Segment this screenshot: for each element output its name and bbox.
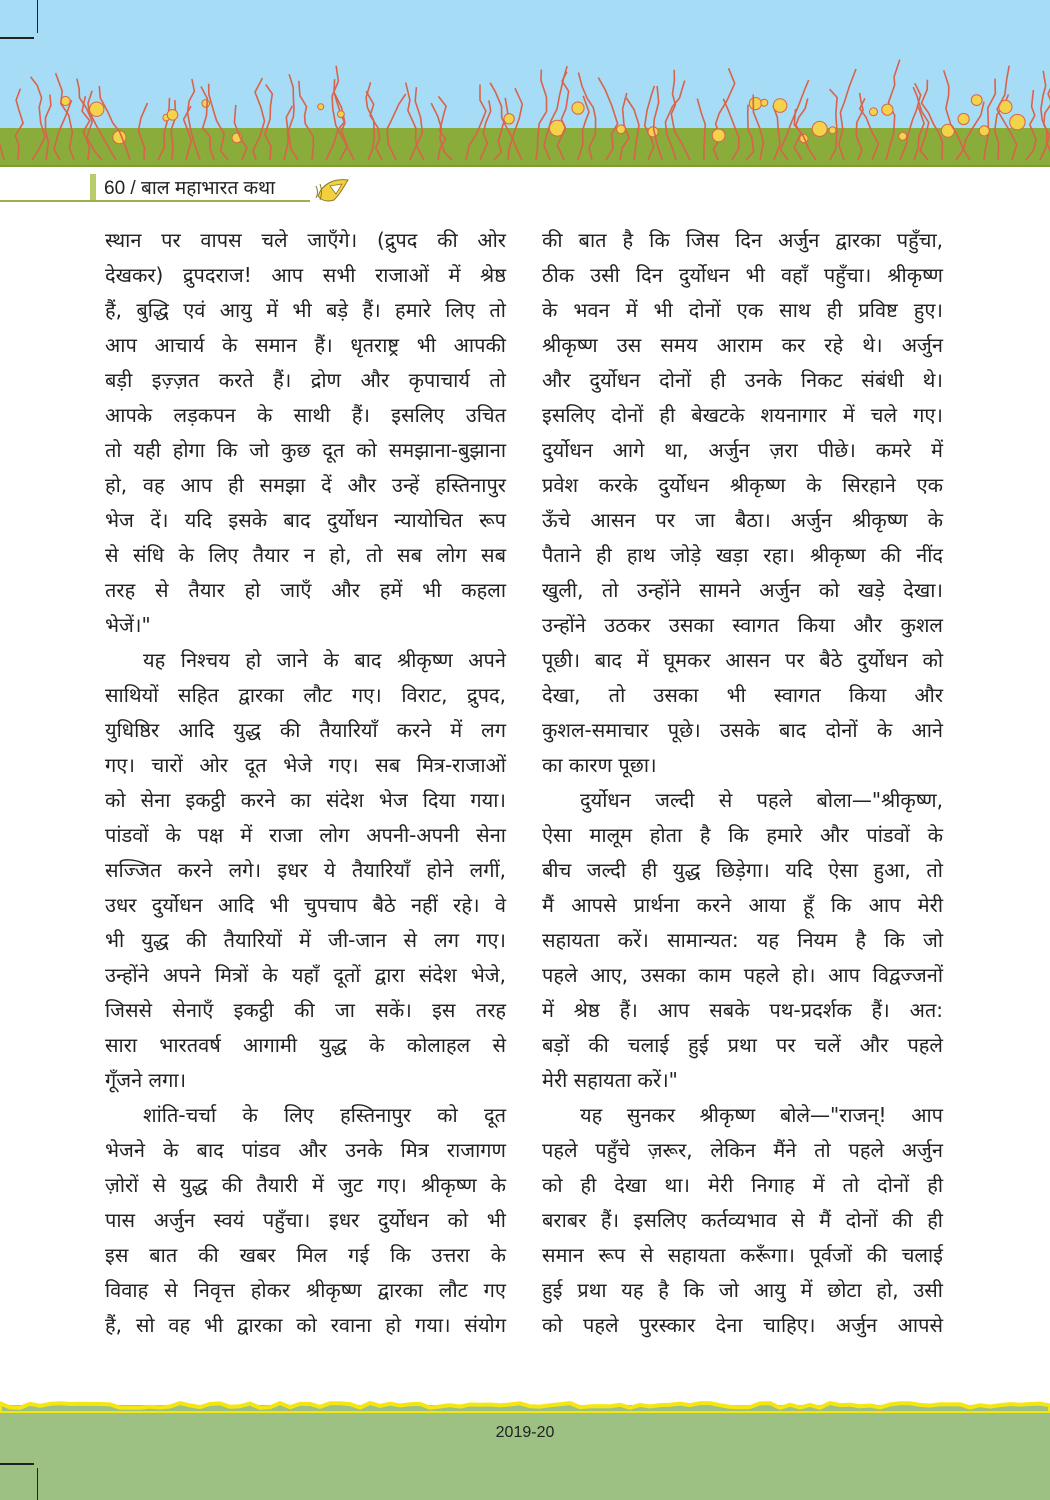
crop-mark	[37, 0, 38, 33]
text-line: हैं, बुद्धि एवं आयु में भी बड़े हैं। हमारे लिए तो	[105, 298, 506, 322]
figure-detail	[61, 96, 70, 105]
text-line: देखा, तो उसका भी स्वागत किया और	[542, 683, 943, 707]
text-line: भी युद्ध की तैयारियों में जी-जान से लग गए।	[105, 928, 506, 952]
figure-detail	[338, 111, 345, 118]
figure-detail	[773, 99, 787, 113]
text-line: गूँजने लगा।	[105, 1068, 187, 1092]
warrior-figure	[54, 100, 72, 160]
header-accent-bar	[90, 174, 96, 202]
text-line: से संधि के लिए तैयार न हो, तो सब लोग सब	[105, 543, 506, 567]
text-line: जिससे सेनाएँ इकट्ठी की जा सकें। इस तरह	[105, 998, 506, 1022]
warrior-figure	[671, 70, 690, 160]
right-text-column	[542, 223, 943, 1343]
warrior-figure	[723, 99, 739, 160]
text-line: ज़ोरों से युद्ध की तैयारी में जुट गए। श्रीकृष्ण के	[105, 1173, 506, 1197]
warrior-figure	[201, 87, 214, 161]
warrior-figure	[265, 85, 272, 161]
figure-detail	[617, 125, 626, 134]
page-number: 60	[104, 178, 126, 199]
warrior-figure	[794, 109, 802, 160]
warrior-figure	[697, 99, 705, 160]
text-line: साथियों सहित द्वारका लौट गए। विराट, द्रुपद,	[105, 683, 506, 707]
figure-detail	[1010, 114, 1025, 129]
figure-detail	[958, 113, 969, 124]
figure-detail	[712, 129, 725, 142]
text-line: दुर्योधन आगे था, अर्जुन ज़रा पीछे। कमरे में	[542, 438, 943, 462]
figure-detail	[979, 126, 989, 136]
warrior-figure	[626, 98, 639, 160]
text-line: को सेना इकट्ठी करने का संदेश भेज दिया गया।	[105, 788, 506, 812]
figure-detail	[829, 127, 836, 134]
text-line: भेजें।"	[105, 613, 151, 637]
text-line: तो यही होगा कि जो कुछ दूत को समझाना-बुझाना	[105, 438, 506, 462]
text-line: के भवन में भी दोनों एक साथ ही प्रविष्ट हुए।	[542, 298, 943, 322]
text-line: ऐसा मालूम होता है कि हमारे और पांडवों के	[542, 823, 943, 847]
text-line: यह सुनकर श्रीकृष्ण बोले—"राजन्! आप	[580, 1103, 943, 1127]
text-line: मेरी सहायता करें।"	[542, 1068, 678, 1092]
warrior-figure	[773, 105, 780, 160]
text-line: गए। चारों ओर दूत भेजे गए। सब मित्र-राजाओं	[105, 753, 506, 777]
text-line: आपके लड़कपन के साथी हैं। इसलिए उचित	[105, 403, 506, 427]
text-line: को ही देखा था। मेरी निगाह में तो दोनों ही	[542, 1173, 943, 1197]
book-title: बाल महाभारत कथा	[140, 178, 276, 199]
figure-detail	[882, 104, 893, 115]
left-text-column	[105, 223, 506, 1343]
warrior-figure	[558, 72, 569, 160]
warrior-figure	[234, 105, 246, 160]
text-line: उधर दुर्योधन आदि भी चुपचाप बैठे नहीं रहे। वे	[105, 893, 506, 917]
figure-detail	[504, 114, 514, 124]
text-line: खुली, तो उन्होंने सामने अर्जुन को खड़े देखा।	[542, 578, 943, 602]
warrior-figure	[1026, 90, 1036, 160]
warrior-figure	[466, 84, 486, 160]
figure-detail	[761, 99, 768, 106]
warrior-figure	[288, 74, 298, 160]
text-line: में श्रेष्ठ हैं। आप सबके पथ-प्रदर्शक हैं। अत:	[542, 998, 943, 1022]
warrior-figure	[334, 79, 347, 160]
text-line: भेजने के बाद पांडव और उनके मित्र राजागण	[105, 1138, 506, 1162]
warrior-figure	[387, 94, 406, 160]
warrior-figure	[326, 93, 345, 160]
warrior-figure	[209, 84, 228, 160]
figure-detail	[572, 102, 584, 114]
text-line: शांति-चर्चा के लिए हस्तिनापुर को दूत	[143, 1103, 506, 1127]
warrior-figure	[839, 69, 856, 160]
warrior-figure	[138, 103, 147, 160]
text-line: कुशल-समाचार पूछे। उसके बाद दोनों के आने	[542, 718, 943, 742]
text-line: देखकर) द्रुपदराज! आप सभी राजाओं में श्रेष्ठ	[105, 263, 506, 287]
text-line: हैं, सो वह भी द्वारका को रवाना हो गया। संयोग	[105, 1313, 506, 1337]
text-line: ऊँचे आसन पर जा बैठा। अर्जुन श्रीकृष्ण के	[542, 508, 943, 532]
text-line: युधिष्ठिर आदि युद्ध की तैयारियाँ करने में लग	[105, 718, 506, 742]
text-line: मैं आपसे प्रार्थना करने आया हूँ कि आप मेरी	[542, 893, 943, 917]
text-line: पांडवों के पक्ष में राजा लोग अपनी-अपनी सेना	[105, 823, 506, 847]
text-line: श्रीकृष्ण उस समय आराम कर रहे थे। अर्जुन	[542, 333, 943, 357]
warrior-figure	[158, 98, 170, 160]
figure-detail	[899, 132, 907, 140]
warrior-figure	[654, 86, 662, 160]
text-line: सहायता करें। सामान्यत: यह नियम है कि जो	[542, 928, 943, 952]
text-line: सज्जित करने लगे। इधर ये तैयारियाँ होने लगीं,	[105, 858, 506, 882]
figure-detail	[812, 121, 827, 136]
text-line: का कारण पूछा।	[542, 753, 657, 777]
text-line: सारा भारतवर्ष आगामी युद्ध के कोलाहल से	[105, 1033, 506, 1057]
warrior-figure	[830, 89, 838, 160]
figure-detail	[202, 100, 210, 108]
figure-detail	[167, 110, 178, 121]
text-line: और दुर्योधन दोनों ही उनके निकट संबंधी थे।	[542, 368, 943, 392]
warrior-figure	[99, 86, 130, 160]
figure-detail	[971, 95, 982, 106]
text-line: हुई प्रथा यह है कि जो आयु में छोटा हो, उसी	[542, 1278, 943, 1302]
warrior-figure	[746, 105, 754, 160]
warrior-figure	[0, 78, 4, 160]
warrior-figure	[665, 81, 684, 161]
battle-scene-illustration	[0, 40, 1050, 165]
header-separator: /	[130, 178, 136, 199]
warrior-figure	[913, 87, 929, 160]
text-line: भेज दें। यदि इसके बाद दुर्योधन न्यायोचित रूप	[105, 508, 506, 532]
text-line: तरह से तैयार हो जाएँ और हमें भी कहला	[105, 578, 506, 602]
warrior-figure	[922, 80, 943, 160]
figure-detail	[870, 108, 878, 116]
text-line: यह निश्चय हो जाने के बाद श्रीकृष्ण अपने	[143, 648, 506, 672]
text-line: उन्होंने अपने मित्रों के यहाँ दूतों द्वारा संदेश भेजे,	[105, 963, 506, 987]
header-underline	[0, 200, 310, 202]
crop-mark	[37, 1468, 38, 1500]
warrior-figure	[645, 86, 655, 160]
text-line: बीच जल्दी ही युद्ध छिड़ेगा। यदि ऐसा हुआ, तो	[542, 858, 943, 882]
conch-shell-icon	[314, 176, 354, 204]
text-line: इसलिए दोनों ही बेखटके शयनागार में चले गए।	[542, 403, 943, 427]
warrior-figure	[598, 78, 617, 161]
figure-detail	[318, 104, 324, 110]
text-line: बराबर हैं। इसलिए कर्तव्यभाव से मैं दोनों की ही	[542, 1208, 943, 1232]
footer-wavy-edge	[0, 1397, 1050, 1413]
edition-year: 2019-20	[495, 1424, 555, 1441]
text-line: की बात है कि जिस दिन अर्जुन द्वारका पहुँचा,	[542, 228, 943, 252]
text-line: ठीक उसी दिन दुर्योधन भी वहाँ पहुँचा। श्रीकृष्ण	[542, 263, 943, 287]
warrior-figure	[15, 89, 23, 160]
warrior-figure	[31, 77, 45, 160]
text-line: पास अर्जुन स्वयं पहुँचा। इधर दुर्योधन को भी	[105, 1208, 506, 1232]
text-line: बड़ी इज़्ज़त करते हैं। द्रोण और कृपाचार्य तो	[105, 368, 506, 392]
warrior-figure	[46, 95, 51, 161]
text-line: पहले पहुँचे ज़रूर, लेकिन मैंने तो पहले अर्जुन	[542, 1138, 943, 1162]
warrior-figure	[253, 78, 264, 160]
warrior-figure	[713, 68, 734, 160]
text-line: पूछी। बाद में घूमकर आसन पर बैठे दुर्योधन को	[542, 648, 943, 672]
figure-detail	[90, 102, 104, 116]
text-line: पहले आए, उसका काम पहले हो। आप विद्वज्जनों	[542, 963, 943, 987]
crop-mark	[0, 1463, 34, 1465]
figure-detail	[749, 98, 761, 110]
text-line: दुर्योधन जल्दी से पहले बोला—"श्रीकृष्ण,	[580, 788, 943, 812]
warrior-figure	[410, 87, 422, 160]
text-line: स्थान पर वापस चले जाएँगे। (द्रुपद की ओर	[105, 228, 506, 252]
text-line: समान रूप से सहायता करूँगा। पूर्वजों की चलाई	[542, 1243, 943, 1267]
text-line: उन्होंने उठकर उसका स्वागत किया और कुशल	[542, 613, 943, 637]
text-line: बड़ों की चलाई हुई प्रथा पर चलें और पहले	[542, 1033, 943, 1057]
footer-band	[0, 1405, 1050, 1500]
crop-mark	[0, 37, 34, 39]
running-header	[104, 174, 275, 200]
warrior-figure	[299, 81, 314, 160]
text-line: हो, वह आप ही समझा दें और उन्हें हस्तिनापुर	[105, 473, 506, 497]
warrior-figure	[984, 79, 995, 160]
text-line: प्रवेश करके दुर्योधन श्रीकृष्ण के सिरहाने एक	[542, 473, 943, 497]
text-line: आप आचार्य के समान हैं। धृतराष्ट्र भी आपकी	[105, 333, 506, 357]
text-line: पैताने ही हाथ जोड़े खड़ा रहा। श्रीकृष्ण की नींद	[542, 543, 943, 567]
warrior-figure	[431, 103, 452, 160]
text-line: को पहले पुरस्कार देना चाहिए। अर्जुन आपसे	[542, 1313, 943, 1337]
text-line: इस बात की खबर मिल गई कि उत्तरा के	[105, 1243, 506, 1267]
text-line: विवाह से निवृत्त होकर श्रीकृष्ण द्वारका लौट गए	[105, 1278, 506, 1302]
